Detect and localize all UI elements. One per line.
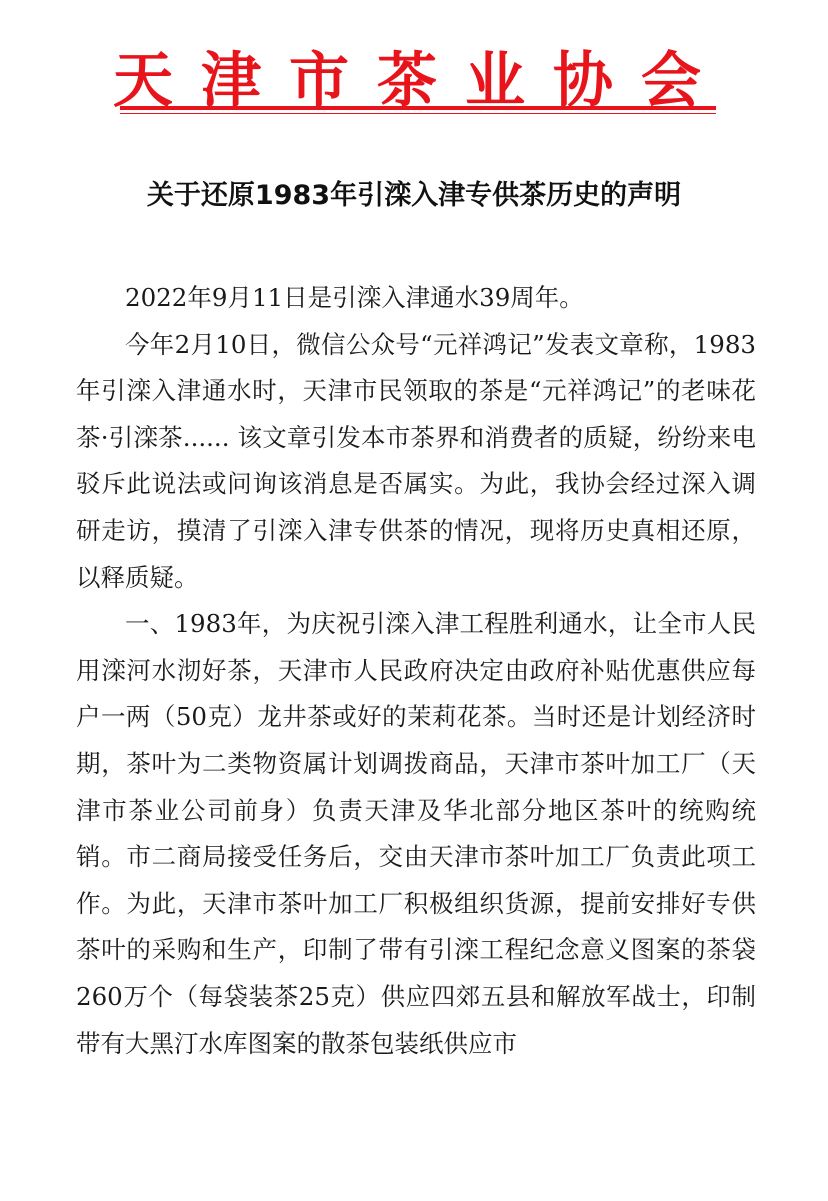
letterhead-red-rule	[120, 106, 716, 110]
letterhead-red-rule-thin	[120, 113, 716, 114]
document-body	[76, 275, 756, 1067]
paragraph-background: 今年2月10日，微信公众号“元祥鸿记”发表文章称，1983年引滦入津通水时，天津市民领取的茶是“元祥鸿记”的老味花茶·引滦茶...... 该文章引发本市茶界和消费者的质疑，纷纷来电驳斥此说法或问询该消息是否属实。为此，我协会经过深入调研走访，摸清了引滦入津专供茶的情况，现将历史真相还原，以释质疑。	[76, 329, 756, 592]
paragraph-anniversary: 2022年9月11日是引滦入津通水39周年。	[125, 283, 584, 312]
org-letterhead-title: 天津市茶业协会	[113, 46, 729, 116]
paragraph-section-one: 一、1983年，为庆祝引滦入津工程胜利通水，让全市人民用滦河水沏好茶，天津市人民政府决定由政府补贴优惠供应每户一两（50克）龙井茶或好的茉莉花茶。当时还是计划经济时期，茶叶为二类物资属计划调拨商品，天津市茶叶加工厂（天津市茶业公司前身）负责天津及华北部分地区茶叶的统购统销。市二商局接受任务后，交由天津市茶叶加工厂负责此项工作。为此，天津市茶叶加工厂积极组织货源，提前安排好专供茶叶的采购和生产，印制了带有引滦工程纪念意义图案的茶袋260万个（每袋装茶25克）供应四郊五县和解放军战士，印制带有大黑汀水库图案的散茶包装纸供应市	[76, 609, 756, 1058]
document-title: 关于还原1983年引滦入津专供茶历史的声明	[146, 180, 682, 211]
